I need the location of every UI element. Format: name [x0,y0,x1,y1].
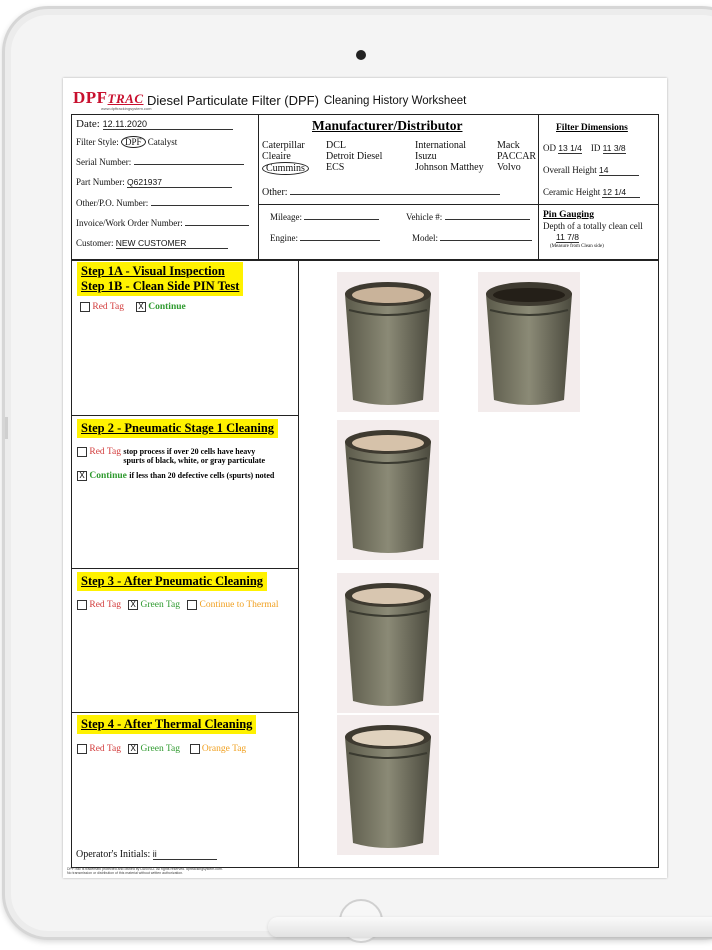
info-grid [71,114,659,261]
manufacturer-option[interactable]: Mack [497,140,520,151]
filter-photo-step-2 [337,420,439,560]
part-number-field[interactable]: Part Number: Q621937 [76,177,232,188]
step-3-title: Step 3 - After Pneumatic Cleaning [77,572,267,591]
worksheet-header [69,86,661,110]
manufacturer-option[interactable]: Johnson Matthey [415,162,484,173]
filter-dimensions-title: Filter Dimensions [556,123,628,133]
step-2-red-tag-checkbox[interactable] [77,447,87,457]
page-subtitle: Cleaning History Worksheet [324,95,467,107]
filter-photo-step-1a [337,272,439,412]
step-2-red-option [77,447,265,465]
step-3-green-tag-checkbox[interactable]: X [128,600,138,610]
manufacturer-option[interactable]: PACCAR [497,151,537,162]
pin-gauging-note: (Measure from Clean side) [550,244,604,249]
filter-style-dpf: DPF [121,136,146,148]
steps-grid [71,259,659,868]
step-3-red-tag-checkbox[interactable] [77,600,87,610]
manufacturer-col-1 [262,140,309,175]
manufacturer-col-4 [497,140,536,173]
filter-photo-step-3 [337,573,439,713]
vehicle-field[interactable]: Vehicle #: [406,212,530,222]
id-value: 11 3/8 [602,143,626,153]
manufacturer-option-selected[interactable]: Cummins [262,162,309,175]
manufacturer-option[interactable]: Cleaire [262,151,291,162]
customer-value: NEW CUSTOMER [116,238,228,249]
step-4-orange-tag-label: Orange Tag [201,744,247,755]
manufacturer-col-3 [415,140,484,173]
pin-gauging-value: 11 7/8 [556,232,580,242]
worksheet-page [63,78,667,878]
step-2-continue-label: Continue [89,471,127,482]
step-4-green-tag-checkbox[interactable]: X [128,744,138,754]
step-4-red-tag-label: Red Tag [89,744,121,755]
side-button [5,417,8,439]
date-value: 12.11.2020 [103,119,233,130]
copyright-footer: DPFTrac is trademark protected and owned by DAVINCI. All rights reserved. dpftrackingsystem.com. No transmission or distribution of this material without written authorization. [67,867,223,875]
step-4-options [77,744,246,754]
operator-initials-value: ii [153,849,217,860]
overall-height-field[interactable]: Overall Height 14 [543,165,639,176]
page-title: Diesel Particulate Filter (DPF) [147,93,319,108]
step-3-thermal-label: Continue to Thermal [199,600,279,611]
step-2-continue-option [77,471,274,481]
step-1-options [80,302,186,312]
camera-icon [356,50,366,60]
step-1-red-tag-checkbox[interactable] [80,302,90,312]
invoice-field[interactable]: Invoice/Work Order Number: [76,218,249,228]
filter-style-catalyst: Catalyst [147,137,178,147]
step-4-orange-tag-checkbox[interactable] [190,744,200,754]
date-field[interactable]: Date: 12.11.2020 [76,118,233,130]
step-3-thermal-checkbox[interactable] [187,600,197,610]
step-2-red-note: stop process if over 20 cells have heavy spurts of black, white, or gray particulate [123,447,265,465]
step-1-title: Step 1A - Visual Inspection Step 1B - Clean Side PIN Test [77,262,243,296]
pin-gauging-desc: Depth of a totally clean cell [543,221,643,231]
manufacturer-option[interactable]: Detroit Diesel [326,151,383,162]
stylus-pencil [268,917,712,937]
manufacturer-option[interactable]: DCL [326,140,346,151]
manufacturer-option[interactable]: International [415,140,467,151]
step-4-red-tag-checkbox[interactable] [77,744,87,754]
engine-field[interactable]: Engine: [270,233,380,243]
model-field[interactable]: Model: [412,233,532,243]
manufacturer-title: Manufacturer/Distributor [312,118,463,133]
mileage-field[interactable]: Mileage: [270,212,379,222]
step-2-continue-note: if less than 20 defective cells (spurts) noted [129,471,275,480]
od-value: 13 1/4 [558,143,582,153]
step-2-title: Step 2 - Pneumatic Stage 1 Cleaning [77,419,278,438]
filter-photo-step-1b [478,272,580,412]
od-id-field[interactable]: OD 13 1/4 ID 11 3/8 [543,143,626,153]
step-1-red-tag-label: Red Tag [92,302,124,313]
step-3-red-tag-label: Red Tag [89,600,121,611]
other-manufacturer-field[interactable]: Other: [262,187,500,198]
step-1-continue-checkbox[interactable]: X [136,302,146,312]
step-1-continue-label: Continue [148,302,186,313]
other-po-field[interactable]: Other/P.O. Number: [76,198,249,208]
manufacturer-option[interactable]: Volvo [497,162,521,173]
filter-style-field[interactable]: Filter Style: DPF Catalyst [76,137,178,147]
part-number-value: Q621937 [127,177,232,188]
manufacturer-col-2 [326,140,382,173]
step-2-continue-checkbox[interactable]: X [77,471,87,481]
manufacturer-option[interactable]: Isuzu [415,151,437,162]
operator-initials-field[interactable]: Operator's Initials: ii [76,849,217,860]
filter-photo-step-4 [337,715,439,855]
manufacturer-option[interactable]: Caterpillar [262,140,305,151]
ceramic-height-field[interactable]: Ceramic Height 12 1/4 [543,187,640,198]
step-4-title: Step 4 - After Thermal Cleaning [77,715,256,734]
ceramic-height-value: 12 1/4 [602,187,640,198]
step-3-green-tag-label: Green Tag [140,600,181,611]
customer-field[interactable]: Customer: NEW CUSTOMER [76,238,228,249]
logo-subtext: www.dpftrackingsystem.com [101,106,152,111]
manufacturer-option[interactable]: ECS [326,162,345,173]
step-2-red-tag-label: Red Tag [89,447,121,458]
pin-gauging-field[interactable] [556,232,579,243]
serial-number-field[interactable]: Serial Number: [76,157,244,167]
step-4-green-tag-label: Green Tag [140,744,181,755]
step-3-options [77,600,279,610]
overall-height-value: 14 [599,165,639,176]
dpftrac-logo: DPFTRAC [73,88,144,107]
pin-gauging-title: Pin Gauging [543,210,594,220]
